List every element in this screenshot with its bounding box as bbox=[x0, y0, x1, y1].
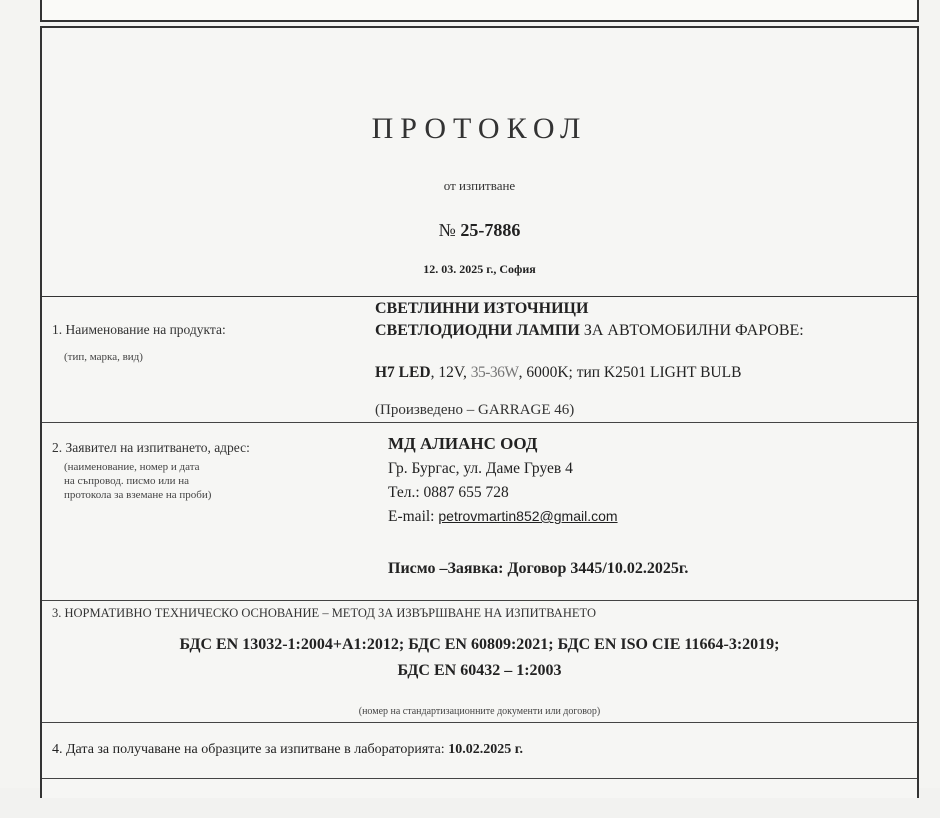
applicant-company: МД АЛИАНС ООД bbox=[388, 434, 538, 453]
applicant-email[interactable]: petrovmartin852@gmail.com bbox=[438, 508, 618, 524]
section-standards bbox=[42, 600, 917, 723]
protocol-number bbox=[42, 220, 917, 241]
receipt-date-line bbox=[52, 742, 523, 758]
standards-label: 3. НОРМАТИВНО ТЕХНИЧЕСКО ОСНОВАНИЕ – МЕТОД ЗА ИЗВЪРШВАНЕ НА ИЗПИТВАНЕТО bbox=[52, 606, 596, 620]
product-spec-rest: , 6000K; тип K2501 LIGHT BULB bbox=[518, 364, 742, 381]
protocol-date: 12. 03. 2025 г., София bbox=[423, 262, 536, 276]
product-power-smudged: 35-36W bbox=[470, 364, 519, 381]
number-prefix: № bbox=[438, 220, 456, 240]
receipt-date-label: 4. Дата за получаване на образците за изпитване в лабораторията: bbox=[52, 742, 449, 757]
protocol-subtitle: от изпитване bbox=[443, 178, 516, 193]
product-sublabel: (тип, марка, вид) bbox=[64, 351, 143, 363]
product-label: 1. Наименование на продукта: bbox=[52, 322, 226, 337]
applicant-sublabel-3: протокола за вземане на проби) bbox=[64, 489, 212, 501]
standards-line-1: БДС EN 13032-1:2004+A1:2012; БДС EN 60809:2021; БДС EN ISO CIE 11664-3:2019; bbox=[179, 636, 780, 653]
applicant-sublabel-2: на съпровод. писмо или на bbox=[64, 475, 190, 487]
product-voltage: , 12V, bbox=[430, 364, 471, 381]
section-receipt-date bbox=[42, 722, 917, 779]
protocol-header bbox=[42, 28, 917, 297]
product-line-1: СВЕТЛИННИ ИЗТОЧНИЦИ bbox=[375, 300, 589, 317]
standards-line-2: БДС EN 60432 – 1:2003 bbox=[397, 662, 562, 679]
protocol-document bbox=[40, 26, 919, 798]
number-value: 25-7886 bbox=[460, 220, 521, 240]
product-manufacturer: (Произведено – GARRAGE 46) bbox=[375, 402, 575, 418]
section-next-cut-off bbox=[42, 778, 917, 818]
product-line-2-bold: СВЕТЛОДИОДНИ ЛАМПИ bbox=[375, 322, 580, 339]
product-line-2 bbox=[375, 322, 804, 340]
product-model: H7 LED bbox=[375, 364, 431, 381]
email-label: E-mail: bbox=[388, 508, 439, 525]
section-product-name bbox=[42, 296, 917, 423]
applicant-label: 2. Заявител на изпитването, адрес: bbox=[52, 440, 250, 455]
applicant-sublabel-1: (наименование, номер и дата bbox=[64, 461, 200, 473]
protocol-title: ПРОТОКОЛ bbox=[371, 112, 588, 145]
standards-note: (номер на стандартизационните документи или договор) bbox=[358, 706, 601, 717]
product-line-3 bbox=[375, 364, 741, 382]
applicant-phone: Тел.: 0887 655 728 bbox=[388, 484, 509, 501]
applicant-email-line bbox=[388, 508, 618, 526]
receipt-date-value: 10.02.2025 г. bbox=[448, 742, 523, 757]
applicant-request: Писмо –Заявка: Договор 3445/10.02.2025г. bbox=[388, 560, 689, 577]
previous-page-edge bbox=[40, 0, 919, 22]
applicant-address: Гр. Бургас, ул. Даме Груев 4 bbox=[388, 460, 573, 477]
product-line-2-rest: ЗА АВТОМОБИЛНИ ФАРОВЕ: bbox=[579, 322, 804, 339]
section-applicant bbox=[42, 422, 917, 601]
